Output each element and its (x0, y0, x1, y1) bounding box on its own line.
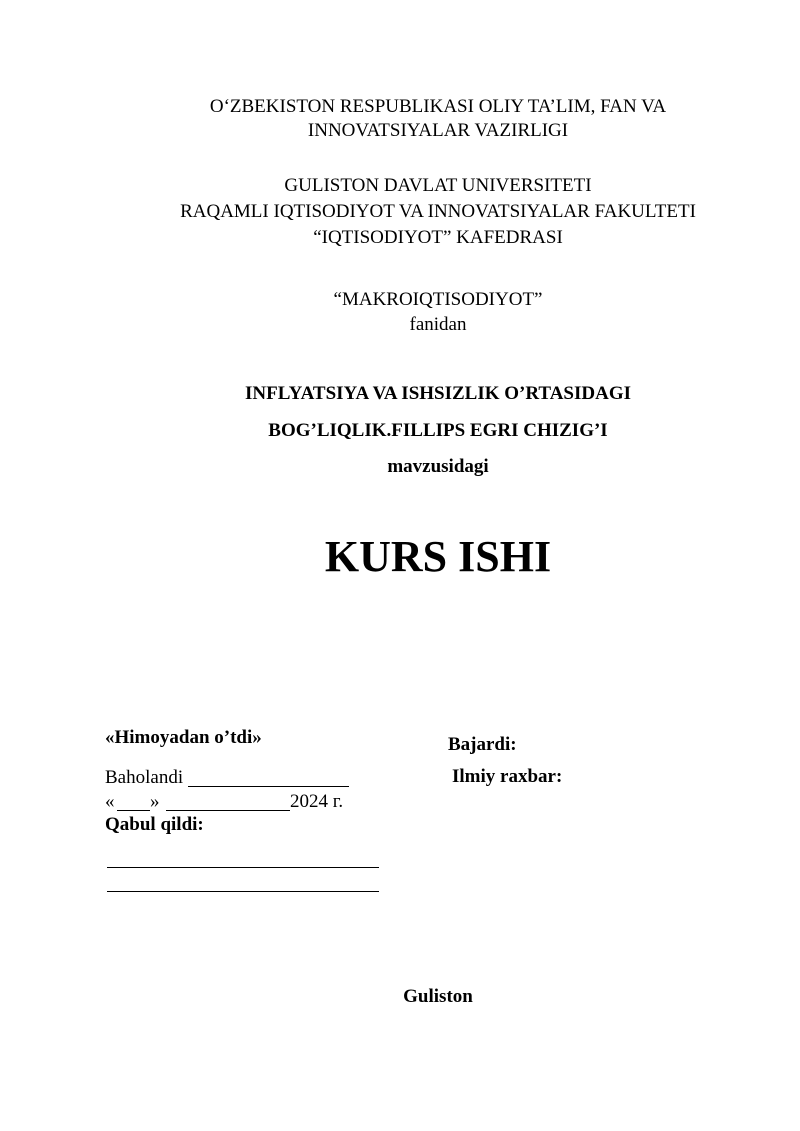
done-label: Bajardi: (448, 734, 517, 755)
document-title: KURS ISHI (324, 532, 552, 581)
defense-heading: «Himoyadan o’tdi» (105, 727, 262, 748)
ministry-line-2: INNOVATSIYALAR VAZIRLIGI (307, 120, 569, 141)
university-name: GULISTON DAVLAT UNIVERSITETI (284, 175, 592, 196)
subject-name: “MAKROIQTISODIYOT” (333, 289, 543, 310)
year-text: 2024 г. (290, 791, 344, 812)
signature-line-2 (107, 891, 379, 892)
date-close-quote: » (150, 791, 160, 812)
signature-line-1 (107, 867, 379, 868)
ministry-line-1: O‘ZBEKISTON RESPUBLIKASI OLIY TA’LIM, FAN VA (209, 96, 667, 117)
department-name: “IQTISODIYOT” KAFEDRASI (313, 227, 563, 248)
accepted-label: Qabul qildi: (105, 814, 204, 835)
faculty-name: RAQAMLI IQTISODIYOT VA INNOVATSIYALAR FAKULTETI (180, 201, 696, 222)
topic-line-2: BOG’LIQLIK.FILLIPS EGRI CHIZIG’I (268, 420, 608, 441)
subject-suffix: fanidan (409, 314, 467, 335)
date-open-quote: « (105, 791, 115, 812)
city-name: Guliston (403, 986, 473, 1007)
topic-line-1: INFLYATSIYA VA ISHSIZLIK O’RTASIDAGI (244, 383, 631, 404)
topic-suffix: mavzusidagi (387, 456, 489, 477)
graded-label: Baholandi (105, 767, 184, 788)
month-blank-line (166, 810, 290, 811)
graded-blank-line (188, 786, 349, 787)
day-blank-line (117, 810, 150, 811)
supervisor-label: Ilmiy raxbar: (452, 766, 563, 787)
